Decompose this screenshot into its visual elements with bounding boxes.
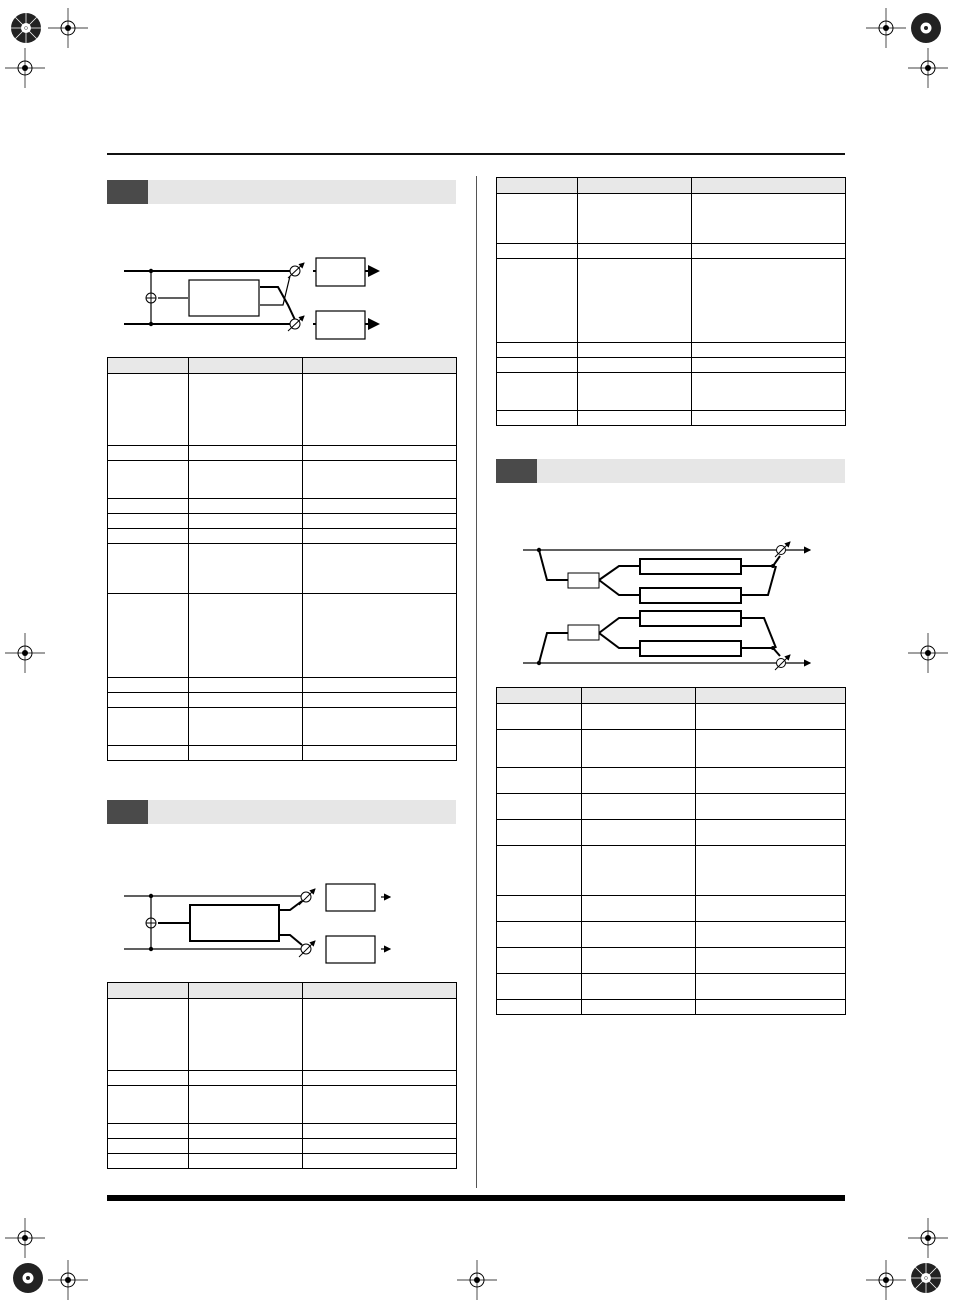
table-row [108, 678, 457, 693]
parameter-table [107, 357, 457, 761]
bottom-rule [107, 1195, 845, 1201]
table-row [497, 922, 846, 948]
table-row [108, 544, 457, 594]
color-target-icon [12, 1262, 44, 1294]
column-header [696, 688, 846, 704]
table-row [497, 704, 846, 730]
column-header [578, 178, 692, 194]
table-row [497, 1000, 846, 1015]
table-row [497, 768, 846, 794]
table-row [497, 259, 846, 343]
table-row [497, 194, 846, 244]
registration-mark-icon [48, 1260, 88, 1300]
table-row [497, 343, 846, 358]
table-row [108, 446, 457, 461]
color-target-icon [910, 12, 942, 44]
table-row [497, 411, 846, 426]
parameter-table [496, 687, 846, 1015]
parameter-table [107, 982, 457, 1169]
section-number-tag [107, 180, 148, 204]
section-number-tag [496, 459, 537, 483]
table-row [108, 529, 457, 544]
column-header [108, 358, 189, 374]
table-row [108, 374, 457, 446]
column-divider [476, 176, 477, 1188]
section-number-tag [107, 800, 148, 824]
registration-mark-icon [866, 1260, 906, 1300]
table-row [497, 820, 846, 846]
table-row [497, 358, 846, 373]
table-row [497, 974, 846, 1000]
section-header [496, 459, 845, 483]
column-header [189, 983, 303, 999]
table-row [108, 514, 457, 529]
table-row [108, 1071, 457, 1086]
table-row [497, 244, 846, 259]
registration-mark-icon [5, 48, 45, 88]
table-row [108, 1154, 457, 1169]
color-target-icon [910, 1262, 942, 1294]
color-target-icon [10, 12, 42, 44]
table-row [108, 499, 457, 514]
table-row [108, 1139, 457, 1154]
top-rule [107, 153, 845, 155]
table-row [108, 594, 457, 678]
table-row [108, 999, 457, 1071]
registration-mark-icon [866, 8, 906, 48]
table-row [108, 746, 457, 761]
signal-flow-diagram [518, 538, 818, 673]
column-header [303, 983, 457, 999]
table-row [108, 708, 457, 746]
column-header [582, 688, 696, 704]
table-row [108, 461, 457, 499]
table-row [497, 730, 846, 768]
table-row [497, 794, 846, 820]
table-row [497, 373, 846, 411]
section-header [107, 180, 456, 204]
section-header [107, 800, 456, 824]
table-row [108, 1086, 457, 1124]
registration-mark-icon [908, 1218, 948, 1258]
table-row [108, 693, 457, 708]
column-header [189, 358, 303, 374]
registration-mark-icon [457, 1260, 497, 1300]
column-header [497, 178, 578, 194]
registration-mark-icon [48, 8, 88, 48]
column-header [303, 358, 457, 374]
registration-mark-icon [908, 633, 948, 673]
column-header [692, 178, 846, 194]
registration-mark-icon [908, 48, 948, 88]
signal-flow-diagram [118, 875, 398, 970]
registration-mark-icon [5, 1218, 45, 1258]
table-row [497, 846, 846, 896]
table-row [497, 948, 846, 974]
column-header [108, 983, 189, 999]
registration-mark-icon [5, 633, 45, 673]
signal-flow-diagram [118, 250, 388, 345]
column-header [497, 688, 582, 704]
parameter-table-continued [496, 177, 846, 426]
table-row [108, 1124, 457, 1139]
table-row [497, 896, 846, 922]
